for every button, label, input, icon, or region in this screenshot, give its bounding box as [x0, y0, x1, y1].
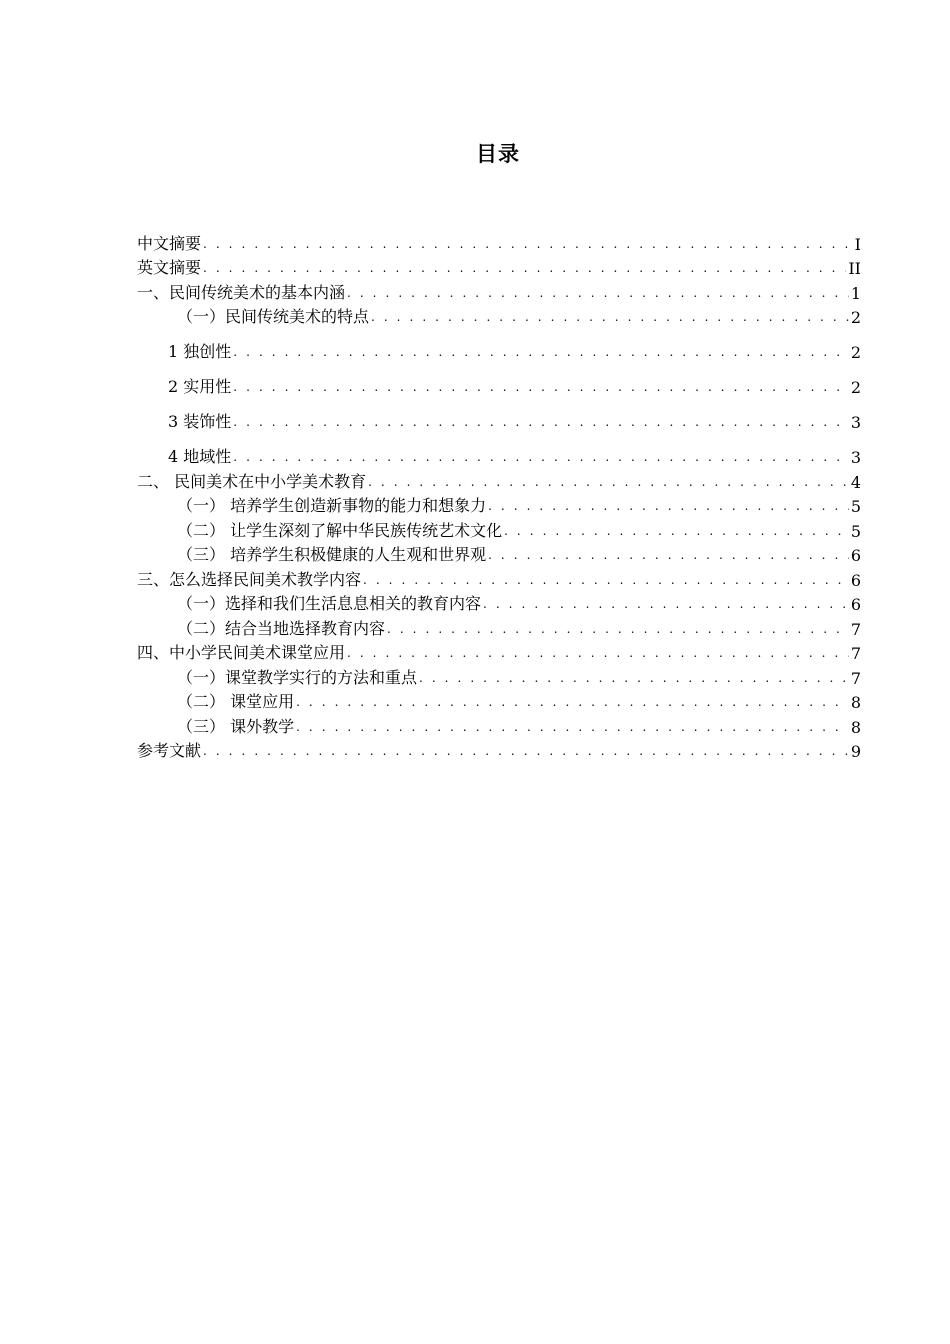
- toc-entry-page-number: 8: [850, 693, 861, 712]
- toc-entry-page-number: 7: [850, 619, 861, 639]
- dot-leader: [387, 619, 849, 639]
- toc-entry-page-number: 6: [850, 570, 861, 590]
- toc-entry-page-number: 6: [850, 595, 861, 614]
- toc-entry-page-number: 9: [850, 742, 861, 761]
- toc-entry-page-number: 6: [850, 546, 861, 565]
- toc-entry[interactable]: [137, 362, 861, 397]
- toc-entry-page-number: 1: [850, 283, 861, 303]
- toc-entry-label: 4 地域性: [168, 447, 232, 466]
- toc-entry[interactable]: [137, 541, 861, 566]
- toc-entry-label: 四、中小学民间美术课堂应用: [137, 643, 346, 662]
- dot-leader: [488, 545, 849, 565]
- dot-leader: [296, 717, 849, 737]
- dot-leader: [203, 234, 853, 254]
- dot-leader: [347, 283, 849, 303]
- toc-entry-page-number: I: [854, 234, 861, 254]
- toc-entry[interactable]: [137, 614, 861, 639]
- dot-leader: [233, 412, 849, 432]
- toc-entry-label: 1 独创性: [168, 342, 232, 361]
- toc-entry-page-number: 5: [850, 521, 861, 541]
- dot-leader: [368, 472, 849, 492]
- toc-entry-page-number: 5: [850, 497, 861, 516]
- toc-entry[interactable]: [137, 712, 861, 737]
- toc-entry-label: （二）结合当地选择教育内容: [177, 618, 386, 638]
- toc-entry-label: 2 实用性: [168, 377, 232, 396]
- toc-entry-label: 3 装饰性: [168, 412, 232, 431]
- dot-leader: [233, 447, 849, 467]
- dot-leader: [233, 377, 849, 397]
- dot-leader: [371, 307, 849, 327]
- toc-entry-page-number: 2: [850, 308, 861, 327]
- toc-entry[interactable]: [137, 590, 861, 615]
- toc-entry-label: 英文摘要: [137, 258, 202, 277]
- toc-entry-page-number: 3: [850, 448, 861, 467]
- toc-entry-page-number: 2: [850, 343, 861, 362]
- toc-entry[interactable]: [137, 278, 861, 303]
- toc-entry-label: （一）选择和我们生活息息相关的教育内容: [177, 594, 482, 613]
- toc-entry[interactable]: [137, 303, 861, 328]
- toc-entry[interactable]: [137, 397, 861, 432]
- toc-entry[interactable]: [137, 229, 861, 254]
- toc-entry-label: （二） 课堂应用: [177, 692, 295, 711]
- toc-entry[interactable]: [137, 492, 861, 517]
- table-of-contents: [137, 229, 861, 761]
- toc-entry[interactable]: [137, 565, 861, 590]
- toc-entry-label: （三） 课外教学: [177, 716, 295, 736]
- toc-entry-page-number: 2: [850, 378, 861, 397]
- dot-leader: [347, 643, 849, 663]
- toc-entry-label: 三、怎么选择民间美术教学内容: [137, 569, 362, 589]
- dot-leader: [233, 342, 849, 362]
- toc-entry-page-number: 8: [850, 717, 861, 737]
- toc-entry-label: 一、民间传统美术的基本内涵: [137, 282, 346, 302]
- toc-entry[interactable]: [137, 467, 861, 492]
- toc-entry-label: 二、 民间美术在中小学美术教育: [137, 471, 367, 491]
- dot-leader: [203, 741, 849, 761]
- toc-entry[interactable]: [137, 254, 861, 279]
- toc-entry-label: 参考文献: [137, 741, 202, 760]
- dot-leader: [483, 594, 849, 614]
- dot-leader: [488, 496, 849, 516]
- toc-entry-page-number: 3: [850, 413, 861, 432]
- toc-entry-page-number: II: [848, 259, 861, 278]
- toc-entry-page-number: 4: [850, 472, 861, 492]
- toc-entry-label: （二） 让学生深刻了解中华民族传统艺术文化: [177, 520, 503, 540]
- toc-entry[interactable]: [137, 432, 861, 467]
- toc-entry[interactable]: [137, 516, 861, 541]
- toc-entry-label: 中文摘要: [137, 233, 202, 253]
- toc-title: 目录: [476, 142, 520, 166]
- toc-entry-label: （一）课堂教学实行的方法和重点: [177, 667, 418, 687]
- toc-entry[interactable]: [137, 663, 861, 688]
- dot-leader: [363, 570, 849, 590]
- toc-entry-label: （一）民间传统美术的特点: [177, 307, 370, 326]
- toc-entry[interactable]: [137, 737, 861, 762]
- dot-leader: [419, 668, 849, 688]
- toc-entry-label: （一） 培养学生创造新事物的能力和想象力: [177, 496, 487, 515]
- toc-entry-label: （三） 培养学生积极健康的人生观和世界观: [177, 545, 487, 564]
- toc-entry[interactable]: [137, 639, 861, 664]
- toc-entry-page-number: 7: [850, 644, 861, 663]
- dot-leader: [296, 692, 849, 712]
- toc-entry[interactable]: [137, 327, 861, 362]
- dot-leader: [203, 258, 846, 278]
- toc-entry[interactable]: [137, 688, 861, 713]
- toc-entry-page-number: 7: [850, 668, 861, 688]
- dot-leader: [504, 521, 849, 541]
